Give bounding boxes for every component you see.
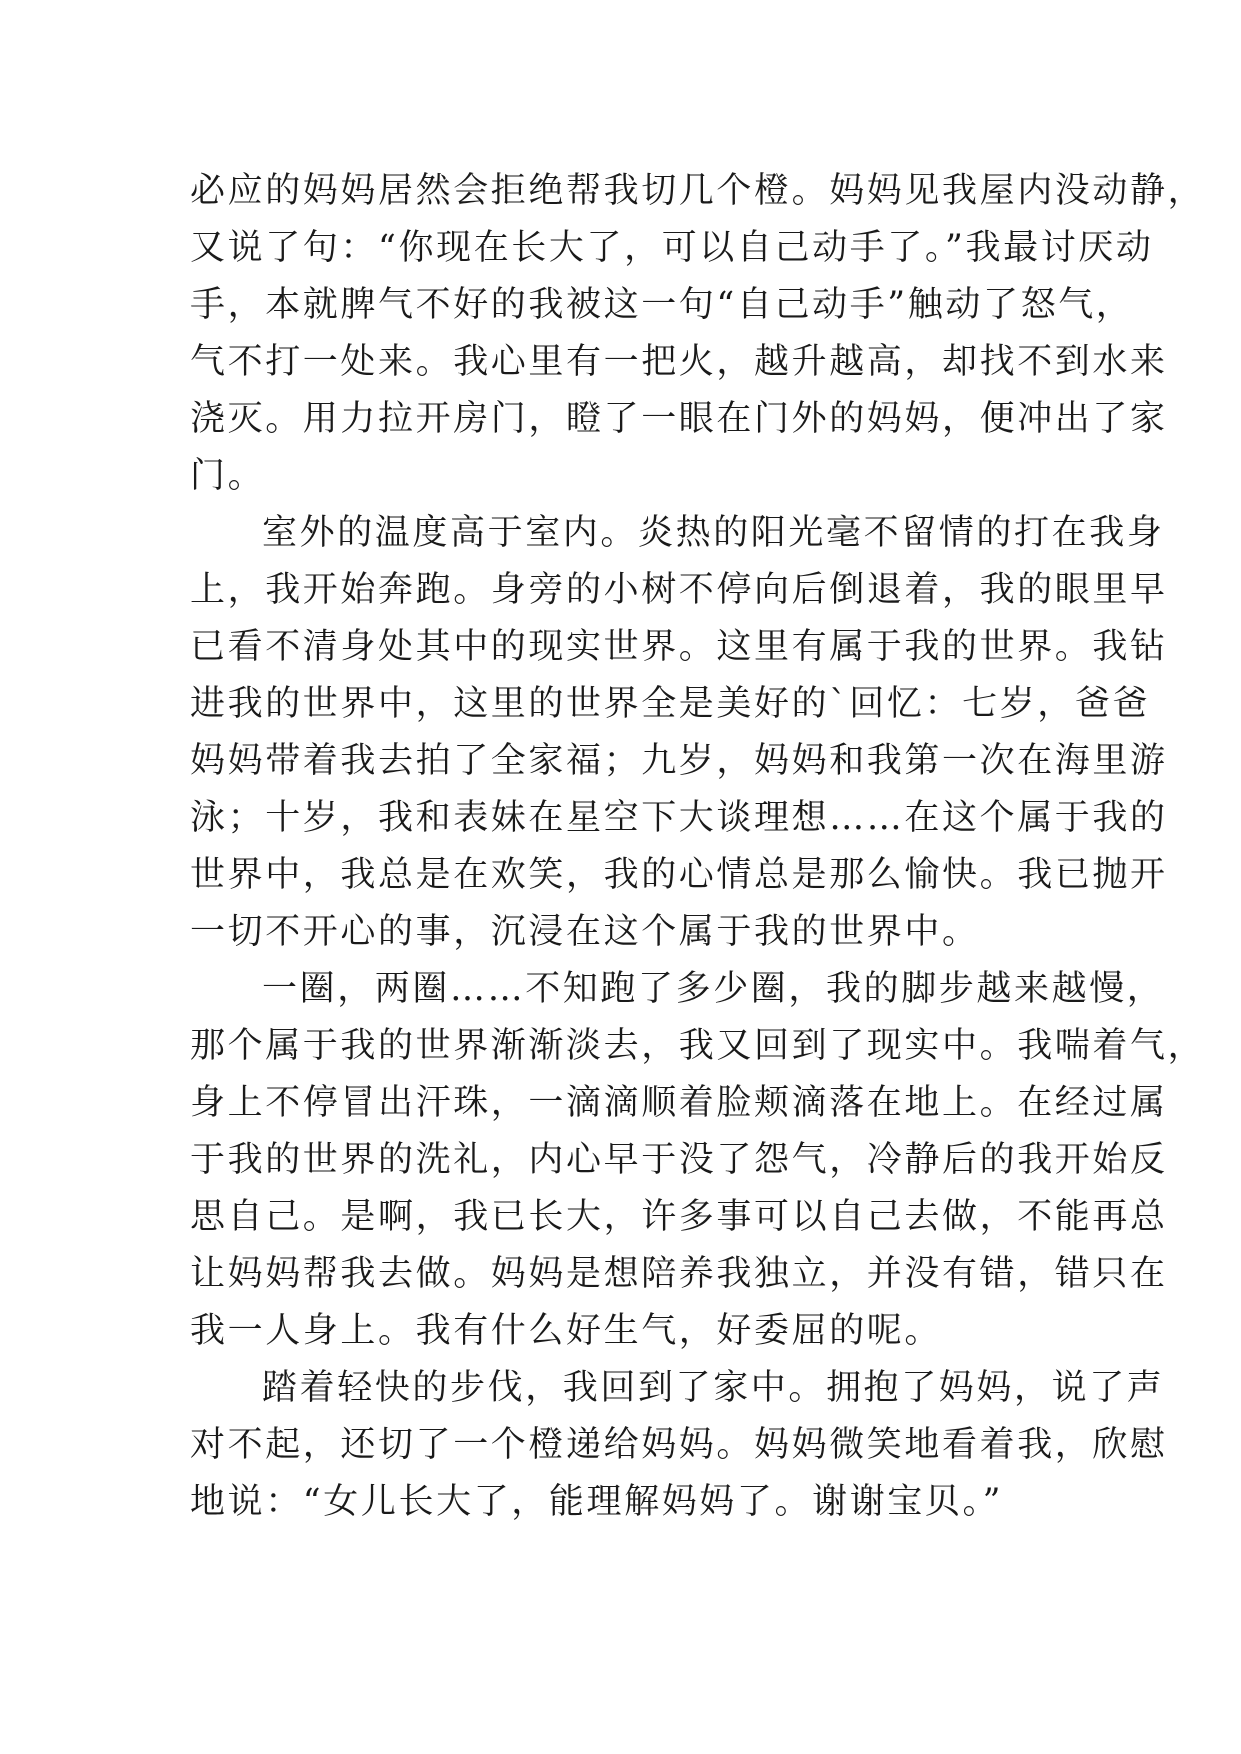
- text-line: 室外的温度高于室内。炎热的阳光毫不留情的打在我身: [262, 513, 1165, 553]
- text-line: 上，我开始奔跑。身旁的小树不停向后倒退着，我的眼里早: [190, 570, 1168, 610]
- text-line: 一切不开心的事，沉浸在这个属于我的世界中。: [190, 912, 980, 952]
- text-line: 气不打一处来。我心里有一把火，越升越高，却找不到水来: [190, 342, 1168, 382]
- text-line: 地说：“女儿长大了，能理解妈妈了。谢谢宝贝。”: [190, 1482, 1004, 1522]
- text-line: 一圈，两圈……不知跑了多少圈，我的脚步越来越慢，: [262, 969, 1165, 1009]
- body-text: [190, 163, 1206, 1531]
- text-line: 又说了句：“你现在长大了，可以自己动手了。”我最讨厌动: [190, 228, 1154, 268]
- text-line: 于我的世界的洗礼，内心早于没了怨气，冷静后的我开始反: [190, 1140, 1168, 1180]
- text-line: 让妈妈帮我去做。妈妈是想陪养我独立，并没有错，错只在: [190, 1254, 1168, 1294]
- text-line: 已看不清身处其中的现实世界。这里有属于我的世界。我钻: [190, 627, 1168, 667]
- text-line: 手，本就脾气不好的我被这一句“自己动手”触动了怒气，: [190, 285, 1134, 325]
- text-line: 世界中，我总是在欢笑，我的心情总是那么愉快。我已抛开: [190, 855, 1168, 895]
- text-line: 必应的妈妈居然会拒绝帮我切几个橙。妈妈见我屋内没动静，: [190, 171, 1206, 211]
- text-line: 对不起，还切了一个橙递给妈妈。妈妈微笑地看着我，欣慰: [190, 1425, 1168, 1465]
- text-line: 进我的世界中，这里的世界全是美好的`回忆：七岁，爸爸: [190, 684, 1151, 724]
- text-line: 泳；十岁，我和表妹在星空下大谈理想……在这个属于我的: [190, 798, 1168, 838]
- text-line: 妈妈带着我去拍了全家福；九岁，妈妈和我第一次在海里游: [190, 741, 1168, 781]
- text-line: 门。: [190, 456, 266, 496]
- text-line: 我一人身上。我有什么好生气，好委屈的呢。: [190, 1311, 943, 1351]
- text-line: 踏着轻快的步伐，我回到了家中。拥抱了妈妈，说了声: [262, 1368, 1165, 1408]
- text-line: 那个属于我的世界渐渐淡去，我又回到了现实中。我喘着气，: [190, 1026, 1206, 1066]
- text-line: 身上不停冒出汗珠，一滴滴顺着脸颊滴落在地上。在经过属: [190, 1083, 1168, 1123]
- text-line: 思自己。是啊，我已长大，许多事可以自己去做，不能再总: [190, 1197, 1168, 1237]
- text-line: 浇灭。用力拉开房门，瞪了一眼在门外的妈妈，便冲出了家: [190, 399, 1168, 439]
